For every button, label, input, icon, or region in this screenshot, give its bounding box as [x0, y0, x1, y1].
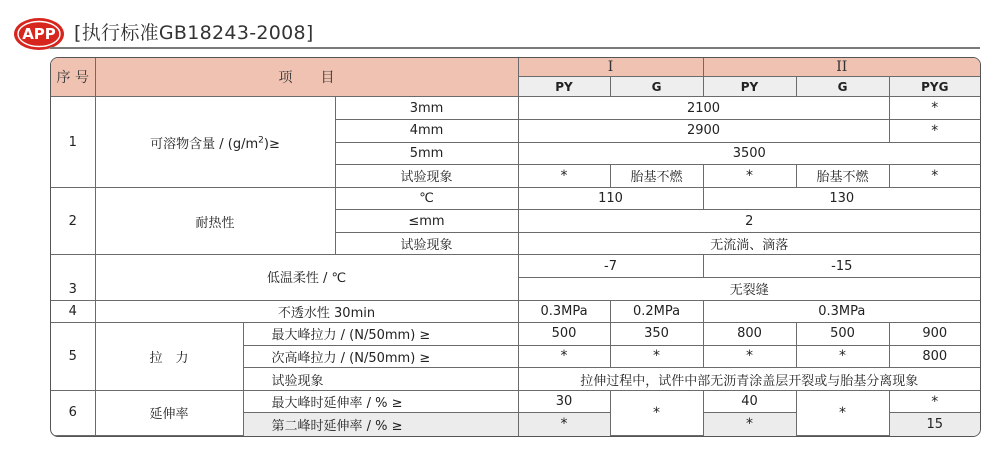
row-1-3mm-value: 2100 [518, 97, 889, 120]
row-5-sub-second: 次高峰拉力 / (N/50mm) ≥ [243, 345, 518, 368]
row-2-mm-value: 2 [518, 210, 980, 233]
row-2-temp-2: 130 [703, 187, 980, 210]
header-col-py-1: PY [518, 76, 610, 97]
row-4-num: 4 [51, 300, 95, 323]
row-5-max-py1: 500 [518, 323, 610, 346]
header-seq: 序 号 [51, 58, 95, 97]
row-5-second-g1: * [610, 345, 703, 368]
row-1-4mm-pyg: * [889, 120, 980, 143]
row-1-sub-5mm: 5mm [335, 142, 518, 165]
row-1-4mm-value: 2900 [518, 120, 889, 143]
row-1-obs-py1: * [518, 165, 610, 188]
row-5-sub-max: 最大峰拉力 / (N/50mm) ≥ [243, 323, 518, 346]
row-2-sub-mm: ≤mm [335, 210, 518, 233]
row-6-max-py1: 30 [518, 390, 610, 413]
row-3-obs: 无裂缝 [518, 277, 980, 300]
row-4-value-1: 0.3MPa [518, 300, 610, 323]
spec-table-frame [50, 57, 981, 437]
divider [50, 47, 980, 49]
row-1-obs-g1: 胎基不燃 [610, 165, 703, 188]
row-3-value-2: -15 [703, 255, 980, 278]
row-2-num: 2 [51, 187, 95, 255]
header-col-g-2: G [796, 76, 889, 97]
row-6-second-pyg: 15 [889, 413, 980, 436]
row-6-second-py2: * [703, 413, 796, 436]
row-1-label: 可溶物含量 / $(g/m^2)\ge$ [95, 97, 335, 187]
row-6-num: 6 [51, 390, 95, 435]
row-1-num: 1 [51, 97, 95, 187]
row-5-max-pyg: 900 [889, 323, 980, 346]
row-2-obs: 无流淌、滴落 [518, 232, 980, 255]
row-3-value-1: -7 [518, 255, 703, 278]
row-6-g1: * [610, 390, 703, 435]
row-5-second-pyg: 800 [889, 345, 980, 368]
logo-text: APP [22, 25, 56, 43]
header-col-pyg: PYG [889, 76, 980, 97]
row-1-sub-3mm: 3mm [335, 97, 518, 120]
row-1-obs-pyg: * [889, 165, 980, 188]
row-2-sub-obs: 试验现象 [335, 232, 518, 255]
row-4-label: 不透水性 30min [95, 300, 518, 323]
row-1-5mm-value: 3500 [518, 142, 980, 165]
row-6-sub-max: 最大峰时延伸率 / % ≥ [243, 390, 518, 413]
row-5-sub-obs: 试验现象 [243, 368, 518, 391]
header-col-g-1: G [610, 76, 703, 97]
header-item: 项 目 [95, 58, 518, 97]
row-3-num: 3 [51, 255, 95, 300]
row-6-max-py2: 40 [703, 390, 796, 413]
row-6-label: 延伸率 [95, 390, 243, 435]
row-5-obs: 拉伸过程中，试件中部无沥青涂盖层开裂或与胎基分离现象 [518, 368, 980, 391]
row-5-max-py2: 800 [703, 323, 796, 346]
row-1-obs-py2: * [703, 165, 796, 188]
header-col-py-2: PY [703, 76, 796, 97]
row-1-sub-4mm: 4mm [335, 120, 518, 143]
spec-table [51, 58, 980, 436]
row-3-label: 低温柔性 / ℃ [95, 255, 518, 300]
row-1-sub-obs: 试验现象 [335, 165, 518, 188]
header-group-1: I [518, 58, 703, 76]
row-5-max-g2: 500 [796, 323, 889, 346]
row-6-g2: * [796, 390, 889, 435]
row-1-obs-g2: 胎基不燃 [796, 165, 889, 188]
row-5-second-py1: * [518, 345, 610, 368]
row-5-max-g1: 350 [610, 323, 703, 346]
row-6-second-py1: * [518, 413, 610, 436]
row-5-num: 5 [51, 323, 95, 391]
row-4-value-2: 0.2MPa [610, 300, 703, 323]
row-2-sub-temp: ℃ [335, 187, 518, 210]
row-5-second-py2: * [703, 345, 796, 368]
row-2-label: 耐热性 [95, 187, 335, 255]
row-5-second-g2: * [796, 345, 889, 368]
row-2-temp-1: 110 [518, 187, 703, 210]
header-group-2: II [703, 58, 980, 76]
row-5-label: 拉 力 [95, 323, 243, 391]
row-6-sub-second: 第二峰时延伸率 / % ≥ [243, 413, 518, 436]
row-1-3mm-pyg: * [889, 97, 980, 120]
row-4-value-3: 0.3MPa [703, 300, 980, 323]
page-title: [执行标准GB18243-2008] [74, 22, 314, 44]
row-6-max-pyg: * [889, 390, 980, 413]
